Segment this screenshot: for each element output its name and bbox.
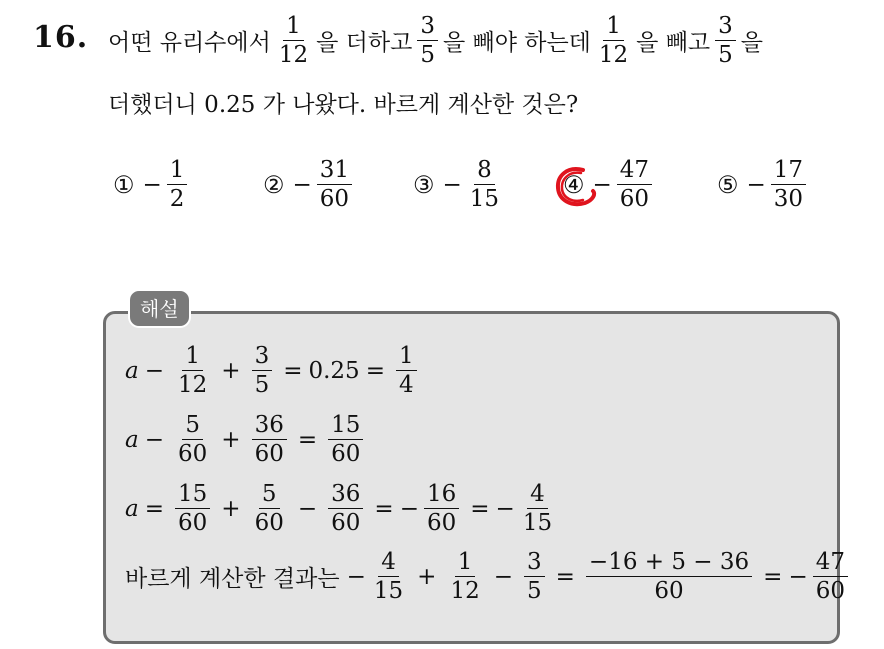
operator: − bbox=[493, 563, 513, 590]
operator: + bbox=[221, 426, 241, 453]
operator: − bbox=[346, 563, 366, 590]
denominator: 60 bbox=[331, 510, 361, 537]
fraction bbox=[417, 14, 438, 67]
solution-line-2 bbox=[125, 413, 368, 466]
operator: − bbox=[399, 495, 419, 522]
solution-line-4 bbox=[125, 550, 853, 603]
fraction bbox=[715, 14, 736, 67]
numerator: 31 bbox=[317, 158, 352, 185]
fraction bbox=[276, 14, 311, 67]
operator: = bbox=[763, 563, 783, 590]
choice-1[interactable] bbox=[113, 158, 192, 211]
variable: a bbox=[125, 426, 139, 453]
decimal-value: 0.25 bbox=[308, 357, 360, 384]
operator: = bbox=[283, 357, 303, 384]
question-number: 16. bbox=[33, 20, 89, 55]
denominator: 60 bbox=[815, 578, 845, 605]
numerator: 3 bbox=[715, 14, 736, 41]
fraction bbox=[317, 158, 352, 211]
numerator: 1 bbox=[182, 344, 203, 371]
fraction bbox=[371, 550, 406, 603]
operator: − bbox=[144, 426, 164, 453]
fraction bbox=[424, 482, 459, 535]
operator: = bbox=[297, 426, 318, 453]
numerator: 36 bbox=[328, 482, 363, 509]
fraction bbox=[617, 158, 652, 211]
numerator: 1 bbox=[167, 158, 188, 185]
fraction bbox=[175, 482, 210, 535]
choice-number: ② bbox=[263, 170, 285, 199]
operator: + bbox=[221, 495, 241, 522]
question-line-1 bbox=[108, 14, 763, 67]
operator: − bbox=[144, 357, 164, 384]
question-text: 을 빼고 bbox=[636, 30, 711, 57]
numerator: 3 bbox=[524, 550, 545, 577]
operator: + bbox=[417, 563, 437, 590]
numerator: 16 bbox=[424, 482, 459, 509]
denominator: 60 bbox=[178, 510, 208, 537]
denominator: 5 bbox=[718, 42, 733, 69]
fraction bbox=[520, 482, 555, 535]
numerator: 15 bbox=[328, 413, 363, 440]
fraction bbox=[252, 482, 287, 535]
operator: = bbox=[374, 495, 394, 522]
minus-sign: − bbox=[592, 171, 612, 198]
variable: a bbox=[125, 495, 139, 522]
solution-tag: 해설 bbox=[128, 289, 191, 328]
choice-number: ③ bbox=[413, 170, 435, 199]
numerator: 8 bbox=[474, 158, 495, 185]
numerator: 47 bbox=[813, 550, 848, 577]
question-text: 을 더하고 bbox=[316, 30, 413, 57]
choice-5[interactable] bbox=[717, 158, 811, 211]
question-text: 을 빼야 하는데 bbox=[442, 30, 591, 57]
numerator: 1 bbox=[603, 14, 624, 41]
denominator: 60 bbox=[254, 510, 284, 537]
fraction bbox=[167, 158, 188, 211]
numerator: 1 bbox=[283, 14, 304, 41]
numerator: 3 bbox=[417, 14, 438, 41]
fraction bbox=[175, 344, 210, 397]
variable: a bbox=[125, 357, 139, 384]
numerator: 5 bbox=[182, 413, 203, 440]
operator: − bbox=[297, 495, 318, 522]
denominator: 12 bbox=[278, 42, 309, 69]
operator: − bbox=[495, 495, 515, 522]
operator: = bbox=[365, 357, 385, 384]
fraction bbox=[396, 344, 417, 397]
question-text: 어떤 유리수에서 bbox=[108, 30, 271, 57]
question-text: 더했더니 0.25 가 나왔다. 바르게 계산한 것은? bbox=[108, 92, 579, 118]
solution-text: 바르게 계산한 결과는 bbox=[125, 566, 340, 593]
question-line-2 bbox=[108, 86, 578, 119]
numerator: 47 bbox=[617, 158, 652, 185]
minus-sign: − bbox=[142, 171, 162, 198]
fraction bbox=[524, 550, 545, 603]
denominator: 5 bbox=[527, 578, 542, 605]
choice-2[interactable] bbox=[263, 158, 357, 211]
minus-sign: − bbox=[292, 171, 312, 198]
denominator: 12 bbox=[450, 578, 480, 605]
operator: − bbox=[788, 563, 808, 590]
denominator: 4 bbox=[398, 372, 414, 399]
fraction bbox=[328, 482, 363, 535]
fraction bbox=[813, 550, 848, 603]
denominator: 15 bbox=[373, 578, 404, 605]
choice-number: ① bbox=[113, 170, 135, 199]
denominator: 60 bbox=[319, 186, 350, 213]
denominator: 60 bbox=[178, 441, 208, 468]
denominator: 12 bbox=[178, 372, 208, 399]
fraction bbox=[328, 413, 363, 466]
denominator: 30 bbox=[773, 186, 804, 213]
solution-line-1 bbox=[125, 344, 422, 397]
solution-line-3 bbox=[125, 482, 560, 535]
denominator: 2 bbox=[169, 186, 185, 213]
denominator: 60 bbox=[619, 186, 650, 213]
fraction bbox=[175, 413, 210, 466]
denominator: 15 bbox=[522, 510, 553, 537]
question-text: 을 bbox=[740, 30, 763, 57]
denominator: 5 bbox=[254, 372, 270, 399]
denominator: 15 bbox=[469, 186, 500, 213]
denominator: 60 bbox=[426, 510, 457, 537]
answer-circle-mark bbox=[553, 164, 601, 210]
numerator: 36 bbox=[252, 413, 287, 440]
numerator: 4 bbox=[527, 482, 548, 509]
denominator: 5 bbox=[420, 42, 435, 69]
operator: = bbox=[470, 495, 490, 522]
numerator: 15 bbox=[175, 482, 210, 509]
denominator: 60 bbox=[331, 441, 361, 468]
numerator: 17 bbox=[771, 158, 806, 185]
numerator: 1 bbox=[455, 550, 476, 577]
numerator: 1 bbox=[396, 344, 417, 371]
numerator: −16 + 5 − 36 bbox=[586, 550, 752, 577]
fraction bbox=[586, 550, 752, 603]
numerator: 4 bbox=[378, 550, 399, 577]
fraction bbox=[447, 550, 482, 603]
numerator: 5 bbox=[259, 482, 280, 509]
fraction bbox=[252, 344, 273, 397]
fraction bbox=[596, 14, 631, 67]
operator: = bbox=[555, 563, 575, 590]
fraction bbox=[467, 158, 502, 211]
denominator: 60 bbox=[654, 578, 684, 605]
operator: = bbox=[144, 495, 164, 522]
minus-sign: − bbox=[746, 171, 766, 198]
minus-sign: − bbox=[442, 171, 462, 198]
choice-number: ⑤ bbox=[717, 170, 739, 199]
fraction bbox=[252, 413, 287, 466]
numerator: 3 bbox=[252, 344, 273, 371]
denominator: 60 bbox=[254, 441, 284, 468]
fraction bbox=[771, 158, 806, 211]
denominator: 12 bbox=[598, 42, 629, 69]
operator: + bbox=[221, 357, 241, 384]
choice-number: ④ bbox=[563, 170, 585, 199]
choice-3[interactable] bbox=[413, 158, 507, 211]
